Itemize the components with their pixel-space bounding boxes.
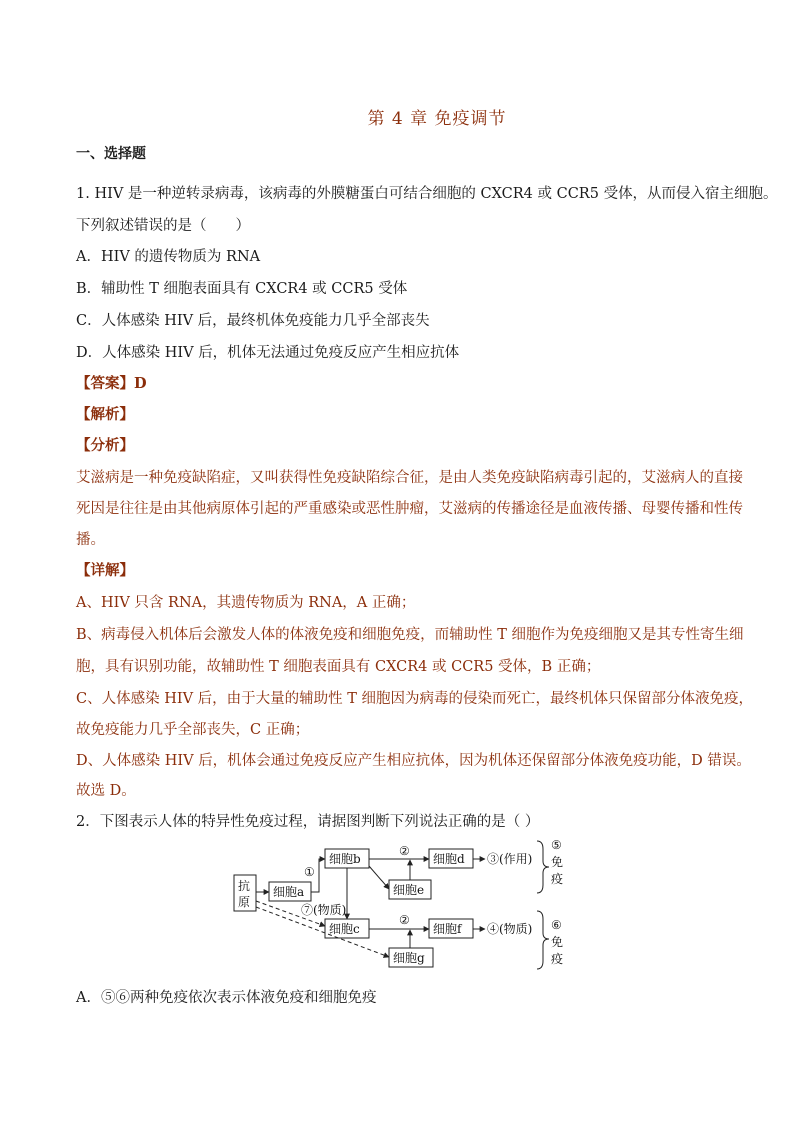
label-6-char1: 免 <box>551 935 564 949</box>
q1-detail-line2: B、病毒侵入机体后会激发人体的体液免疫和细胞免疫，而辅助性 T 细胞作为免疫细胞又是其专性寄生细 <box>76 627 744 643</box>
label-1: ① <box>304 865 315 879</box>
arrow-b-e <box>369 866 389 889</box>
q1-fenxi-line3: 播。 <box>76 532 105 548</box>
q1-option-b: B．辅助性 T 细胞表面具有 CXCR4 或 CCR5 受体 <box>76 281 408 297</box>
label-6-num: ⑥ <box>551 918 562 932</box>
cell-c-label: 细胞c <box>329 922 360 936</box>
antigen-char1: 抗 <box>238 879 251 893</box>
q1-option-c: C．人体感染 HIV 后，最终机体免疫能力几乎全部丧失 <box>76 313 430 329</box>
cell-a-label: 细胞a <box>273 885 305 899</box>
immune-process-diagram <box>225 835 585 975</box>
label-5-num: ⑤ <box>551 838 562 852</box>
q1-option-d: D．人体感染 HIV 后，机体无法通过免疫反应产生相应抗体 <box>76 345 460 361</box>
q1-option-a: A．HIV 的遗传物质为 RNA <box>76 249 261 265</box>
q1-detail-line4: C、人体感染 HIV 后，由于大量的辅助性 T 细胞因为病毒的侵染而死亡，最终机体只保留部分体液免疫， <box>76 691 754 707</box>
q1-analysis-heading: 【解析】 <box>76 406 134 423</box>
q1-detail-line7: 故选 D。 <box>76 783 136 799</box>
q2-option-a: A．⑤⑥两种免疫依次表示体液免疫和细胞免疫 <box>76 990 377 1006</box>
q1-detail-heading: 【详解】 <box>76 562 134 579</box>
q1-stem-line1: 1. HIV 是一种逆转录病毒，该病毒的外膜糖蛋白可结合细胞的 CXCR4 或 CCR5 受体，从而侵入宿主细胞。 <box>76 186 778 202</box>
label-4: ④(物质) <box>487 922 533 936</box>
label-7: ⑦(物质) <box>301 903 347 917</box>
cell-e-label: 细胞e <box>393 883 425 897</box>
q1-detail-line6: D、人体感染 HIV 后，机体会通过免疫反应产生相应抗体，因为机体还保留部分体液免疫功能，D 错误。 <box>76 753 751 769</box>
cell-g-label: 细胞g <box>393 951 425 965</box>
antigen-char2: 原 <box>238 895 251 909</box>
cell-d-label: 细胞d <box>433 852 465 866</box>
brace-6 <box>537 911 549 969</box>
cell-f-label: 细胞f <box>433 922 462 936</box>
q1-fenxi-line2: 死因是往往是由其他病原体引起的严重感染或恶性肿瘤，艾滋病的传播途径是血液传播、母婴传播和性传 <box>76 501 743 517</box>
label-6-char2: 疫 <box>551 952 564 966</box>
brace-5 <box>537 841 549 893</box>
label-2-top: ② <box>399 844 410 858</box>
label-2-bottom: ② <box>399 913 410 927</box>
q2-stem: 2．下图表示人体的特异性免疫过程，请据图判断下列说法正确的是（ ） <box>76 814 540 830</box>
chapter-title: 第 4 章 免疫调节 <box>367 109 507 129</box>
label-5-char1: 免 <box>551 855 564 869</box>
q1-fenxi-line1: 艾滋病是一种免疫缺陷症，又叫获得性免疫缺陷综合征，是由人类免疫缺陷病毒引起的，艾滋病人的直接 <box>76 470 743 486</box>
cell-b-label: 细胞b <box>329 852 361 866</box>
q1-stem-line2: 下列叙述错误的是（ ） <box>76 218 250 234</box>
label-3: ③(作用) <box>487 852 533 866</box>
q1-detail-line1: A、HIV 只含 RNA，其遗传物质为 RNA，A 正确； <box>76 595 416 611</box>
q1-detail-line5: 故免疫能力几乎全部丧失，C 正确； <box>76 722 310 738</box>
q1-fenxi-heading: 【分析】 <box>76 437 134 454</box>
q1-detail-line3: 胞，具有识别功能，故辅助性 T 细胞表面具有 CXCR4 或 CCR5 受体，B 正确； <box>76 659 601 675</box>
section-heading: 一、选择题 <box>76 146 146 162</box>
q1-answer: 【答案】D <box>76 375 147 392</box>
label-5-char2: 疫 <box>551 872 564 886</box>
